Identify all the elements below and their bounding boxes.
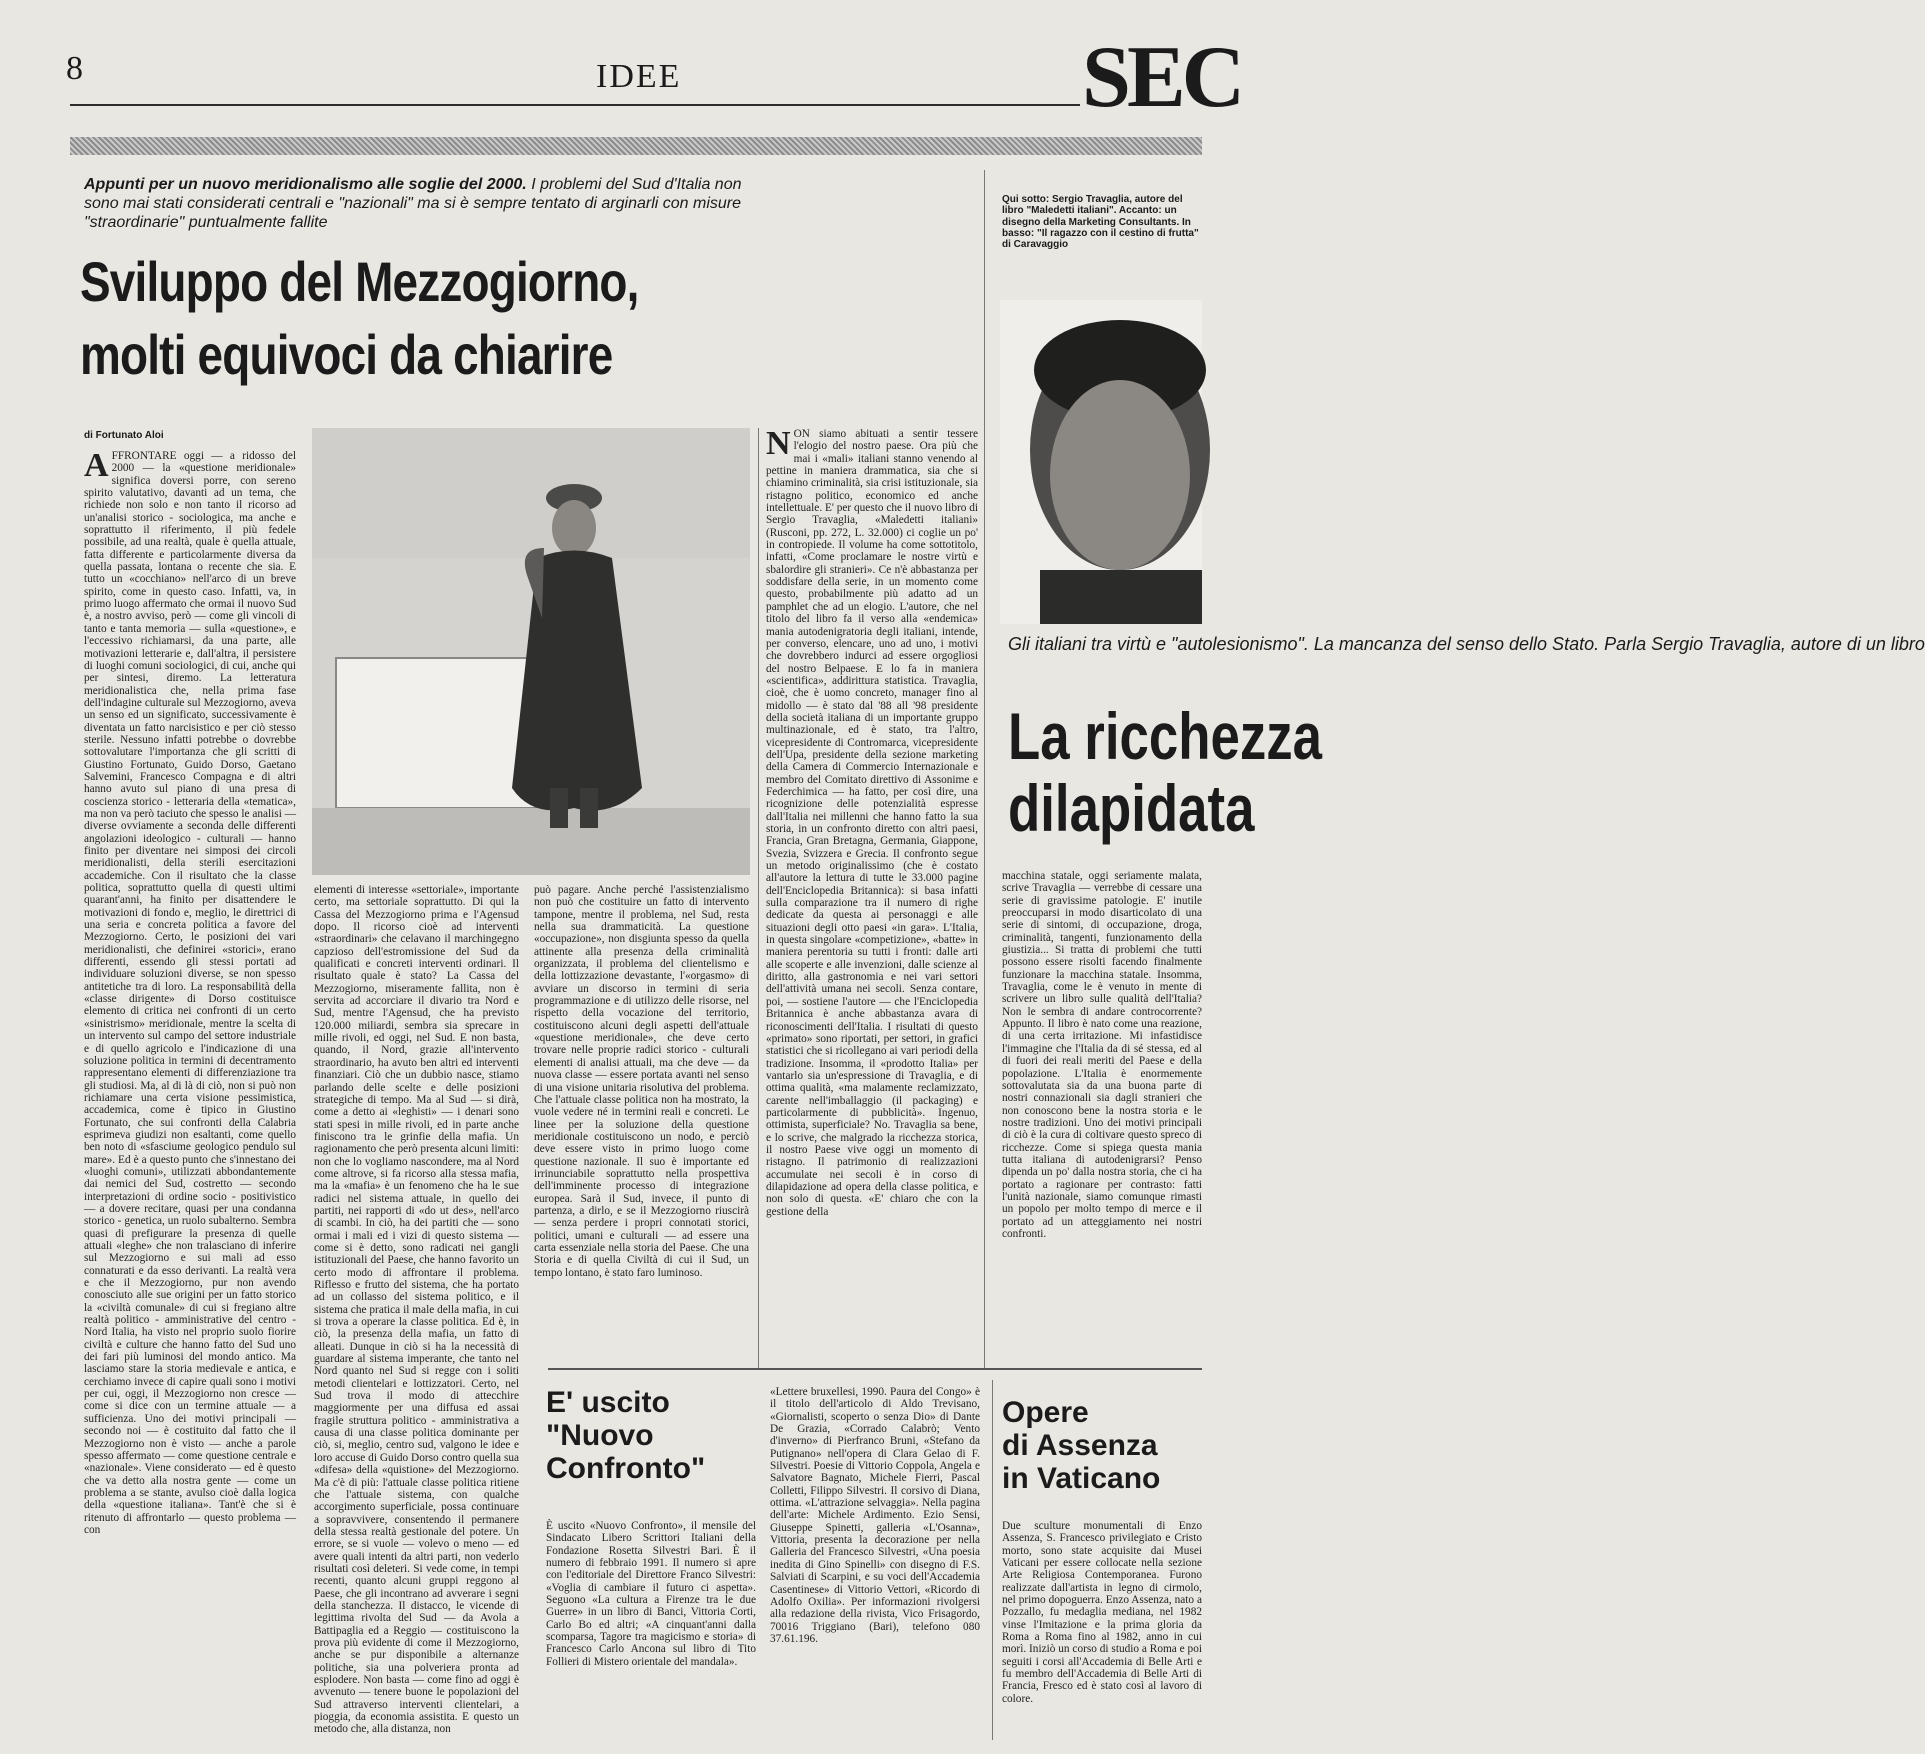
article-headline — [80, 245, 646, 391]
article-column-2: elementi di interesse «settoriale», importante certo, ma settoriale soprattutto. Di qui la Cassa del Mezzogiorno prima e l'Agensud dopo. Il ricorso cioè ad interventi «straordinari» che celavano il marchingegno capzioso dell'estromissione del Sud da qualificati e concreti interventi ordinari. Il risultato quale è stato? La Cassa del Mezzogiorno, miseramente fallita, non è servita ad accorciare il divario tra Nord e Sud, mentre l'Agensud, che ha previsto 120.000 miliardi, sembra sia sprecare in mille rivoli, ed oggi, nel Sud. E non basta, quando, il Nord, grazie all'intervento straordinario, ha avuto ben altri ed interventi finanziari. Ciò che un dubbio nasce, stiamo parlando delle scelte e delle posizioni strategiche di tempo. Ma al Sud — si dirà, come a detto ai «leghisti» — i denari sono stati spesi in mille rivoli, ed in parte anche finiscono tra le grinfie della mafia. Un ragionamento che però presenta alcuni limiti: non che lo vogliamo nascondere, ma al Nord come altrove, si fa ricorso alla stessa mafia, ma la «mafia» è un fenomeno che ha le sue radici nel sistema attuale, in quello dei partiti, nei rapporti di «do ut des», nell'arco di scambi. In ciò, ha dei partiti che — sono ormai i mali ed i vizi di questo sistema — come si è detto, sono radicati nei gangli istituzionali del Paese, che hanno favorito un certo modo di affrontare il problema. Riflesso e frutto del sistema, che ha portato ad un collasso del sistema politico, e il sistema che pratica il male della mafia, in cui si trova a operare la classe politica. Ed è, in ciò, la presenza della mafia, un fatto di alleati. Dunque in ciò si ha la necessità di guardare al sistema imperante, che tanto nel Nord quanto nel Sud si regge con i soliti metodi clientelari e lottizzatori. Certo, nel Sud trova il modo di attecchire maggiormente per una diffusa ed assai fragile struttura politico - amministrativa a causa di una classe politica dominante per ciò, si, meglio, centro sud, valgono le idee e loro accuse di Guido Dorso contro quella sua «difesa» della «quistione» del Mezzogiorno. Ma c'è di più: l'attuale classe politica ritiene che l'attuale sistema, con qualche accorgimento superficiale, possa continuare a sopravvivere, consentendo il permanere della stessa realtà gestionale del potere. Un errore, se si vuole — volevo o meno — ed avere quali intenti da altri parti, non vederlo risultati così deleteri. Si vede come, in tempi recenti, quanto alcuni gruppi reggono al Paese, che gli incontrano ad avverare i segni della stanchezza. Il distacco, le vicende di legittima rivolta del Sud — da Avola a Battipaglia ed a Reggio — costituiscono la prova più evidente di come il Mezzogiorno, anche se pur disponibile a alternanze politiche, sia una polveriera pronta ad esplodere. Non basta — come fino ad oggi è avvenuto — tenere buone le popolazioni del Sud attraverso interventi clientelari, a pioggia, da economia assistita. E questo un metodo che, alla distanza, non — [314, 884, 519, 1736]
headline-line-1: Sviluppo del Mezzogiorno, — [80, 250, 639, 313]
sidebar-headline-line-2: dilapidata — [1008, 771, 1255, 845]
opere-headline-line-2: di Assenza — [1002, 1429, 1158, 1462]
sidebar-kicker: Gli italiani tra virtù e "autolesionismo". La mancanza del senso dello Stato. Parla Sergio Travaglia, autore di un libro — [1008, 634, 1925, 654]
opere-headline — [1002, 1396, 1202, 1495]
uscito-headline-line-3: Confronto" — [546, 1452, 706, 1485]
interview-text: ON siamo abituati a sentir tessere l'elogio del nostro paese. Ora più che mai i «mali» italiani stanno venendo al pettine in maniera drammatica, sia che si chiamino criminalità, sia crisi istituzionale, sia ristagno politico, economico ed anche intellettuale. E' per questo che il nuovo libro di Sergio Travaglia, «Maledetti italiani» (Rusconi, pp. 272, L. 32.000) ci coglie un po' in contropiede. Il volume ha come sottotitolo, infatti, «Come proclamare le nostre virtù e sbalordire gli stranieri». Ce n'è abbastanza per soddisfare della serie, in un momento come questo, probabilmente più adatto ad un pamphlet che ad un elogio. L'autore, che nel titolo del libro fa il verso alla «endemica» mania autodenigratoria degli italiani, intende, per converso, elencare, uno ad uno, i motivi che dovrebbero indurci ad essere orgogliosi del nostro Belpaese. E lo fa in maniera «scientifica», addirittura statistica. Travaglia, cioè, che è uomo concreto, manager fino al midollo — è stato dal '88 all '98 presidente della società italiana di un importante gruppo multinazionale, ed è stato, tra l'altro, vicepresidente di Contromarca, vicepresidente dell'Upa, presidente della sezione marketing della Camera di Commercio Internazionale e membro del Comitato direttivo di Assonime e Federchimica — ha fatto, per così dire, una ricognizione delle potenzialità espresse dall'Italia nei millenni che hanno fatto la sua storia, in un confronto diretto con altri paesi, Francia, Gran Bretagna, Germania, Giappone, Svezia, Svizzera e Grecia. Il confronto segue un metodo originalissimo (che è costato all'autore la lettura di tutte le 33.000 pagine dell'Enciclopedia Britannica): si basa infatti sulla comparazione tra il numero di righe dedicate da questa ai personaggi e alle situazioni degli otto paesi «in gara». L'Italia, in questa singolare «competizione», «batte» in maniera perentoria su tutti i fronti: dalle arti alle scoperte e alle invenzioni, dalle scienze al diritto, alla gastronomia e nei vari settori dell'attività umana nei secoli. Senza contare, poi, — sostiene l'autore — che l'Enciclopedia Britannica è anche abbastanza avara di riconoscimenti dell'Italia. I risultati di questo «primato» sono riportati, per settori, in grafici statistici che si ricollegano ai vari periodi della tradizione. Insomma, il «prodotto Italia» per vantarlo sia un'espressione di Travaglia, e di ottima qualità, «ma malamente reclamizzato, carente nell'imballaggio (il packaging) e particolarmente di pubblicità». Ingenuo, ottimista, superficiale? No. Travaglia sa bene, e lo scrive, che malgrado la ricchezza storica, il nostro Paese vive oggi un momento di ristagno. Il patrimonio di realizzazioni accumulate nei secoli è in corso di dilapidazione ad opera della classe politica, e non solo di questa. «E' chiaro che con la gestione della — [766, 428, 978, 1218]
interview-column — [766, 425, 978, 1368]
drop-cap: N — [766, 425, 791, 462]
article-column-3: può pagare. Anche perché l'assistenzialismo non può che costituire un fatto di intervento tampone, mentre il problema, nel Sud, resta nella sua drammaticità. La questione «occupazione», non disgiunta spesso da quella attinente alla presenza della criminalità organizzata, il problema del clientelismo e della lottizzazione devastante, l'«orgasmo» di avviare un discorso in termini di seria programmazione e di utilizzo delle risorse, nel rispetto della vocazione del territorio, costituiscono alcuni degli aspetti dell'attuale «questione meridionale», che deve certo trovare nelle proprie radici storico - culturali elementi di analisi attuali, ma che deve — da nuova classe — essere portata avanti nel senso di una visione unitaria risolutiva del problema. Che l'attuale classe politica non ha mostrato, la vuole vedere né in termini reali e concreti. Le linee per la soluzione della questione meridionale costituiscono un nodo, e perciò deve essere visto in primo luogo come questione nazionale. Il suo è importante ed irrinunciabile soprattutto nella prospettiva dell'imminente processo di integrazione europea. Sarà il Sud, invece, il punto di partenza, a dirlo, e se il Mezzogiorno riuscirà — senza perdere i propri connotati storici, politici, umani e culturali — ad essere una carta essenziale nella storia del Paese. Che una Storia e di quella Civiltà di cui il Sud, un tempo lontano, è stato faro luminoso. — [534, 884, 749, 1279]
sidebar-headline-line-1: La ricchezza — [1008, 699, 1323, 773]
uscito-headline-line-1: E' uscito — [546, 1386, 670, 1419]
uscito-text-continued: «Lettere bruxellesi, 1990. Paura del Congo» è il titolo dell'articolo di Aldo Trevisano, «Giornalisti, scoperto o senza Dio» di Dante De Grazia, «Corrado Calabrò; Vento d'inverno» di Pierfranco Bruni, «Stefano da Putignano» nell'opera di Clara Gelao di F. Silvestri. Poesie di Vittorio Coppola, Angela e Salvatore Bagnato, Michele Fierri, Pascal Colletti, Filippo Silvestri. Il corsivo di Diana, ottima. «L'attrazione selvaggia». Nella pagina dell'arte: Michele Ardimento. Ezio Sensi, Giuseppe Spinetti, galleria «L'Osanna», Vittoria, presenta la decorazione per nella Galleria del Francesco Silvestri, «Una poesia inedita di Gino Spinelli» con disegno di F.S. Salviati di Scarpini, e su voci dell'Accademia Casentinese» di Vittorio Vettori, «Ricordo di Adolfo Oxilia». Per informazioni rivolgersi alla redazione della rivista, Vico Frisagordo, 70016 Triggiano (Bari), telefono 080 37.61.196. — [770, 1386, 980, 1645]
article-column-1 — [84, 447, 296, 1740]
opere-text: Due sculture monumentali di Enzo Assenza, S. Francesco privilegiato e Cristo morto, sono state acquisite dai Musei Vaticani per essere collocate nella sezione Arte Religiosa Contemporanea. Furono realizzate dall'artista in legno di cirmolo, nel primo dopoguerra. Enzo Assenza, nato a Pozzallo, fu medaglia mediana, nel 1982 vinse l'Imitazione e la prima gloria da Roma a Roma fino al 1982, anno in cui morì. Iniziò un corso di studio a Roma e poi seguiti i corsi all'Accademia di Belle Arti e fu membro dell'Accademia di Belle Arti di Francia, Fresco ed è stato così al lavoro di colore. — [1002, 1520, 1202, 1705]
section-title: IDEE — [596, 58, 682, 95]
page-number: 8 — [66, 50, 83, 87]
photo-caption: Qui sotto: Sergio Travaglia, autore del libro "Maledetti italiani". Accanto: un disegno della Marketing Consultants. In basso: "Il ragazzo con il cestino di frutta" di Caravaggio — [1002, 194, 1199, 251]
column-divider — [758, 428, 759, 1368]
uscito-headline-line-2: "Nuovo — [546, 1419, 654, 1452]
opere-headline-line-1: Opere — [1002, 1396, 1089, 1429]
column-1-text: FFRONTARE oggi — a ridosso del 2000 — la «questione meridionale» significa doversi porre, con sereno spirito valutativo, davanti ad un tema, che richiede non solo e non tanto il ricorso ad un'analisi storico - sociologica, ma anche e soprattutto il riferimento, il più fedele possibile, ad una realtà, quale è quella attuale, fatta differente e particolarmente diversa da quella passata, lontana o recente che sia. E tutto un «cocchiano» nell'arco di un breve spirito, come in questo caso. Infatti, va, in primo luogo affermato che ormai il nuovo Sud è, a nostro avviso, però — come gli vincoli di tanto e tanta memoria — sulla «questione», e l'eccessivo richiamarsi, da una parte, alle motivazioni letterarie e, dall'altra, il persistere di luoghi comuni sociologici, di cui, anche qui per sintesi, diremo. La letteratura meridionalistica che, nella prima fase dell'indagine culturale sul Mezzogiorno, aveva un senso ed un significato, successivamente è diventata un fatto narcisistico e per ciò stesso sterile. Nessuno infatti potrebbe o dovrebbe sottovalutare l'importanza che gli scritti di Giustino Fortunato, Guido Dorso, Gaetano Salvemini, Francesco Compagna e di altri hanno avuto sul piano di una presa di coscienza storico - letteraria della «tematica», ma non va però taciuto che spesso le analisi — diverse ovviamente a seconda delle differenti angolazioni ideologico - culturali — hanno finito per diventare nei simposi dei circoli meridionalisti, della sterili esercitazioni accademiche. Con il risultato che la classe politica, soprattutto quella di questi ultimi quarant'anni, ha finito per disattendere le motivazioni di fondo e, meglio, le direttrici di una seria e concreta politica a favore del Mezzogiorno. Certo, le posizioni dei vari meridionalisti, che definirei «storici», erano differenti, essendo gli stessi portati ad individuare soluzioni diverse, se non spesso antitetiche tra di loro. La responsabilità della «classe dirigente» di Dorso costituisce elemento di critica nei confronti di un certo «sinistrismo» meridionale, mentre la scelta di un intervento sul campo del settore industriale e di quello agricolo e l'indicazione di una soluzione politica in termini di decentramento rappresentano elementi di differenziazione tra gli studiosi. Ma, al di là di ciò, non si può non richiamare una certa visione pessimistica, accademica, come è tipico in Giustino Fortunato, che sui confronti della Calabria esprimeva giudizi non esaltanti, come quello ben noto di «sfasciume geologico pendulo sul mare». Ed è a questo punto che s'innestano dei «luoghi comuni», utilizzati abbondantemente dai nemici del Sud, costretto — secondo interpretazioni di ordine socio - positivistico — a dovere recitare, quasi per una condanna storico - genetica, un ruolo subalterno. Sembra quasi di prefigurare la presenza di quelle attuali «leghe» che non tralasciano di inferire sul Mezzogiorno e sui mali ad esso connaturati e da esso derivanti. La realtà vera e che il Mezzogiorno, pur non avendo conosciuto alle sue origini per un fatto storico la «civiltà comunale» di cui si fregiano altre realtà politico - amministrative del centro - Nord Italia, ha visto nel proprio suolo fiorire civiltà e culture che hanno fatto del Sud uno dei fari più luminosi del mondo antico. Ma lasciamo stare la storia medievale e antica, e cerchiamo invece di capire quali sono i motivi per cui, oggi, il Mezzogiorno non cresce — come si dice con un termine attuale — a sufficienza. Uno dei motivi principali — secondo noi — è costituito dal fatto che il Mezzogiorno non è visto — anche a parole spesso affermato — come questione centrale e «nazionale». Viene considerato — ed è questo che va detto alla nostra gente — come un problema a se stante, avulso cioè dalla logica della «questione italiana». Tant'è che si è ritenuto di affrontarlo — questo problema — con — [84, 450, 296, 1536]
kicker-bold: Appunti per un nuovo meridionalismo alle soglie del 2000. — [84, 176, 527, 193]
uscito-headline — [546, 1386, 766, 1485]
byline: di Fortunato Aloi — [84, 430, 164, 441]
sidebar-headline — [1008, 699, 1323, 845]
decorative-band — [70, 137, 1202, 155]
uscito-box — [546, 1386, 766, 1485]
bottom-box-rule — [548, 1368, 1202, 1370]
opere-headline-line-3: in Vaticano — [1002, 1462, 1161, 1495]
opere-divider — [992, 1380, 993, 1740]
masthead: SEC — [1082, 29, 1242, 126]
kicker-text: I problemi del Sud d'Italia non sono mai stati considerati centrali e "nazionali" ma si è sempre tentato di arginarli con misure "straordinarie" puntualmente fallite — [84, 176, 742, 231]
uscito-text: È uscito «Nuovo Confronto», il mensile del Sindacato Libero Scrittori Italiani della Fondazione Rosetta Silvestri Bari. È il numero di febbraio 1991. Il numero si apre con l'editoriale del Direttore Franco Silvestri: «Voglia di cambiare il futuro ci aspetta». Seguono «La cultura a Firenze tra le due Guerre» in un libro di Banci, Vittoria Corti, Carlo Bo ed altri; «A cinquant'anni dalla scomparsa, Tagore tra magicismo e storia» di Francesco Carlo Ancona sul libro di Tito Follieri di Mistero orientale del mandala». — [546, 1520, 756, 1668]
sidebar-divider — [984, 170, 985, 1370]
header-rule — [70, 104, 1080, 106]
article-photo — [312, 428, 750, 875]
sidebar-column: macchina statale, oggi seriamente malata, scrive Travaglia — verrebbe di cessare una serie di gravissime patologie. E' inutile preoccuparsi in modo disarticolato di una serie di sintomi, di occupazione, droga, criminalità, tangenti, funzionamento della giustizia... Si tratta di problemi che tutti possono essere risolti facendo finalmente funzionare la macchina statale. Insomma, Travaglia, come le è venuto in mente di scrivere un libro sulle qualità dell'Italia? Non le sembra di andare controcorrente? Appunto. Il libro è nato come una reazione, di una certa irritazione. Mi infastidisce l'immagine che l'Italia da di sé stessa, ed al di fuori dei reali meriti del Paese e della popolazione. L'Italia è enormemente sottovalutata sia da una buona parte di nostri connazionali sia dagli stranieri che non conoscono bene la nostra storia e le nostre tradizioni. Uno dei motivi principali di ciò è la cura di coltivare questo spreco di ricchezze. Come si spiega questa mania tutta italiana di autodenigrarsi? Penso dipenda un po' dalla nostra storia, che ci ha portato a ragionare per contrasto: fatti l'unità nazionale, siamo comunque rimasti un popolo per molto tempo di merce e il portato ad un atteggiamento nei nostri confronti. — [1002, 870, 1202, 1240]
portrait-photo — [1000, 300, 1202, 624]
drop-cap: A — [84, 447, 109, 484]
article-kicker — [84, 175, 764, 232]
headline-line-2: molti equivoci da chiarire — [80, 323, 613, 386]
